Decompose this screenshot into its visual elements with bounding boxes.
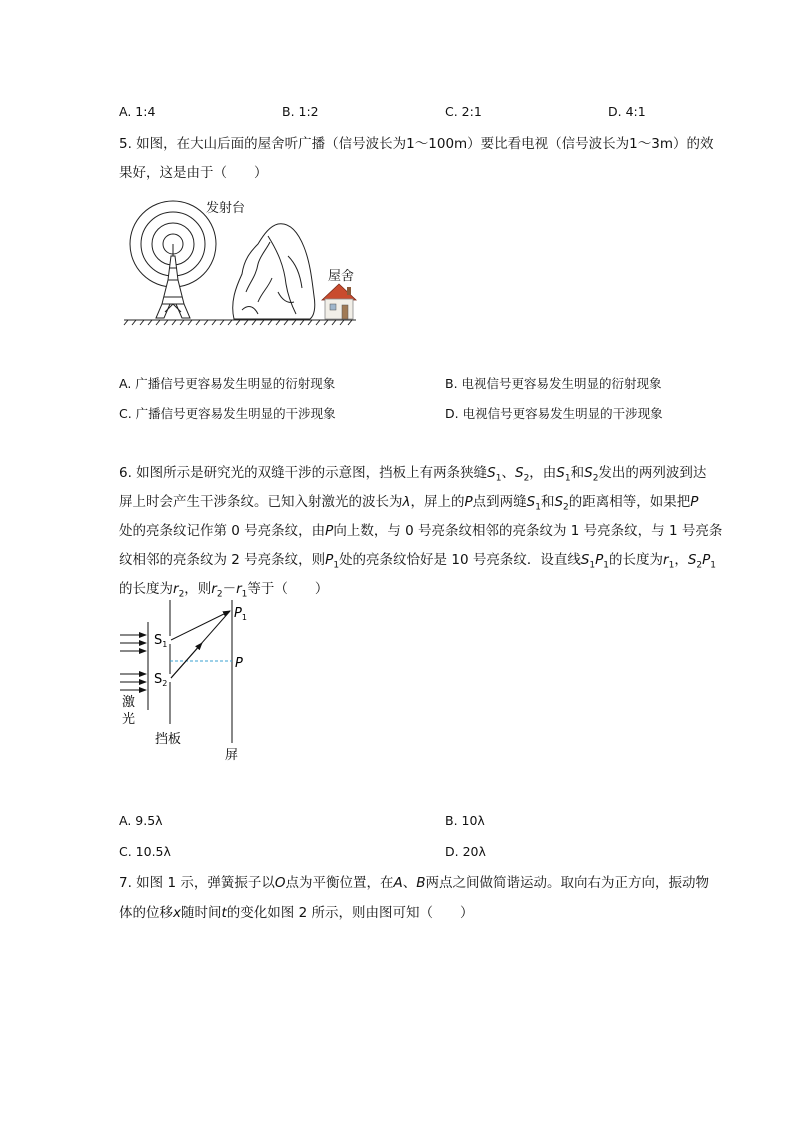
q5-option-c: C. 广播信号更容易发生明显的干涉现象 bbox=[119, 406, 336, 421]
q4-option-c: C. 2:1 bbox=[445, 104, 482, 119]
q6-option-c: C. 10.5λ bbox=[119, 844, 171, 859]
q5-stem-line1: 5. 如图，在大山后面的屋舍听广播（信号波长为1～100m）要比看电视（信号波长为1～3m）的效 bbox=[119, 136, 714, 152]
q6-option-b: B. 10λ bbox=[445, 813, 485, 828]
q4-option-a: A. 1:4 bbox=[119, 104, 156, 119]
mountain-icon bbox=[233, 224, 315, 319]
q5-option-a: A. 广播信号更容易发生明显的衍射现象 bbox=[119, 376, 336, 391]
ground-line bbox=[124, 320, 356, 325]
label-p1: $P_1$ bbox=[234, 606, 247, 622]
q5-figure bbox=[118, 192, 368, 327]
q6-option-a: A. 9.5λ bbox=[119, 813, 163, 828]
house-icon bbox=[322, 284, 356, 319]
q6-double-slit-figure bbox=[118, 598, 258, 768]
tower-label: 发射台 bbox=[206, 201, 246, 216]
q6-stem-line2: 屏上时会产生干涉条纹。已知入射激光的波长为λ，屏上的P点到两缝$S_1$和$S_2$的距离相等，如果把P bbox=[119, 494, 699, 513]
q6-stem-line3: 处的亮条纹记作第 0 号亮条纹，由P向上数，与 0 号亮条纹相邻的亮条纹为 1 号亮条纹，与 1 号亮条 bbox=[119, 523, 723, 539]
ray-s1-p1 bbox=[171, 611, 230, 640]
q4-option-b: B. 1:2 bbox=[282, 104, 319, 119]
q4-option-d: D. 4:1 bbox=[608, 104, 646, 119]
transmitter-tower-icon bbox=[156, 244, 190, 318]
label-p: P bbox=[235, 656, 243, 671]
label-baffle: 挡板 bbox=[155, 732, 182, 747]
q5-option-d: D. 电视信号更容易发生明显的干涉现象 bbox=[445, 406, 663, 421]
q7-stem-line1: 7. 如图 1 示，弹簧振子以O点为平衡位置，在A、B两点之间做简谐运动。取向右为正方向，振动物 bbox=[119, 875, 709, 891]
q5-option-b: B. 电视信号更容易发生明显的衍射现象 bbox=[445, 376, 662, 391]
label-screen: 屏 bbox=[225, 748, 239, 763]
q6-stem-line5: 的长度为$r_2$，则$r_2-r_1$等于（ ） bbox=[119, 581, 329, 600]
q5-stem-line2: 果好，这是由于（ ） bbox=[119, 165, 268, 181]
label-s2: $S_2$ bbox=[154, 672, 168, 688]
q6-stem-line4: 纹相邻的亮条纹为 2 号亮条纹，则$P_1$处的亮条纹恰好是 10 号亮条纹．设直线$S_1P_1$的长度为$r_1$，$S_2P_1$ bbox=[119, 552, 717, 571]
label-s1: $S_1$ bbox=[154, 633, 168, 649]
q7-stem-line2: 体的位移x随时间t的变化如图 2 所示，则由图可知（ ） bbox=[119, 905, 474, 921]
laser-arrows bbox=[120, 635, 146, 690]
q6-option-d: D. 20λ bbox=[445, 844, 486, 859]
house-label: 屋舍 bbox=[328, 269, 355, 284]
label-laser-2: 光 bbox=[122, 712, 136, 727]
q6-stem-line1: 6. 如图所示是研究光的双缝干涉的示意图，挡板上有两条狭缝$S_1$、$S_2$，由$S_1$和$S_2$发出的两列波到达 bbox=[119, 465, 707, 484]
label-laser-1: 激 bbox=[122, 695, 136, 710]
